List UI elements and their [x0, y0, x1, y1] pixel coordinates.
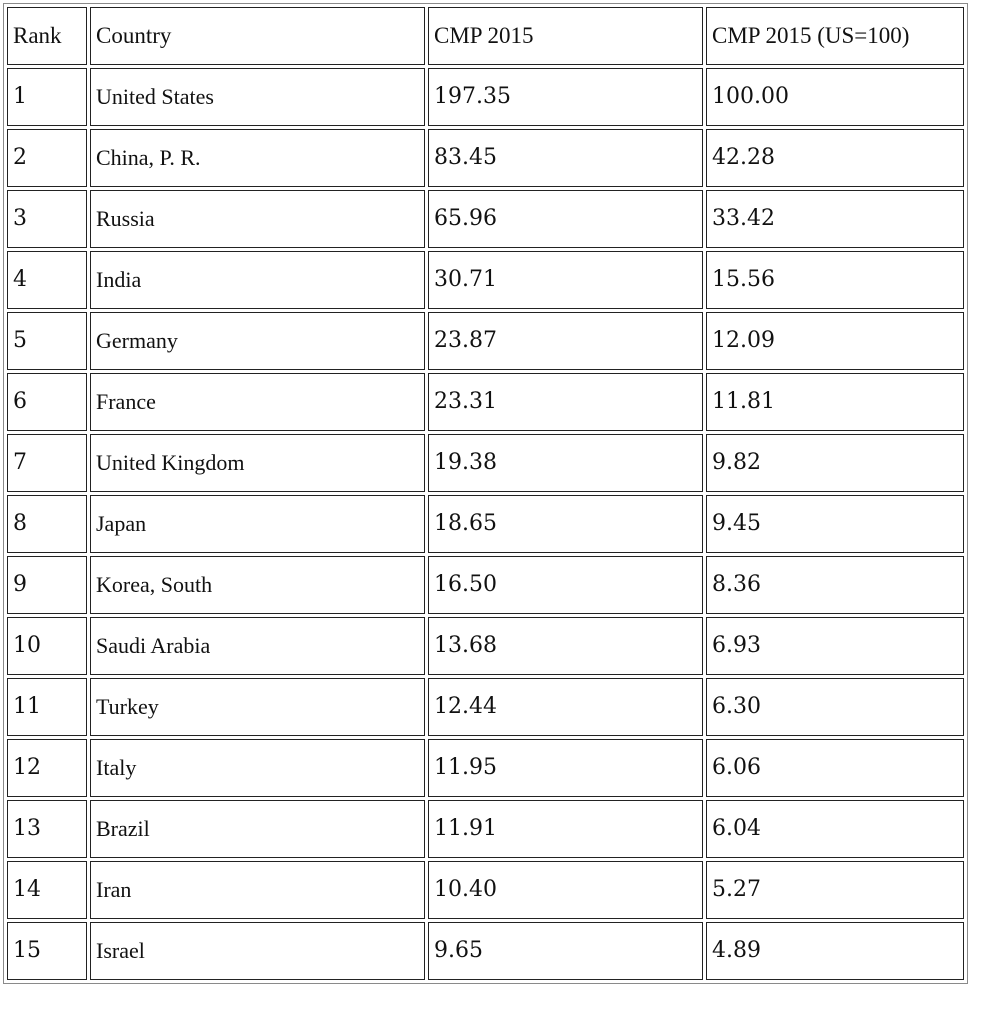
- rank-cell: 5: [7, 312, 87, 370]
- country-cell: Italy: [90, 739, 425, 797]
- country-cell: Turkey: [90, 678, 425, 736]
- country-cell: United States: [90, 68, 425, 126]
- cmp-2015-us-100-cell: 6.30: [706, 678, 964, 736]
- table-row: [7, 312, 964, 370]
- country-cell: Saudi Arabia: [90, 617, 425, 675]
- cmp-2015-us-100-cell: 4.89: [706, 922, 964, 980]
- cmp-2015-cell: 10.40: [428, 861, 703, 919]
- rank-cell: 13: [7, 800, 87, 858]
- table-row: [7, 434, 964, 492]
- country-cell: Russia: [90, 190, 425, 248]
- cmp-2015-cell: 30.71: [428, 251, 703, 309]
- cmp-2015-us-100-cell: 42.28: [706, 129, 964, 187]
- table-row: [7, 861, 964, 919]
- table-header: [7, 7, 964, 65]
- cmp-2015-cell: 13.68: [428, 617, 703, 675]
- country-cell: China, P. R.: [90, 129, 425, 187]
- cmp-2015-cell: 11.95: [428, 739, 703, 797]
- rank-cell: 11: [7, 678, 87, 736]
- rank-cell: 6: [7, 373, 87, 431]
- country-cell: Israel: [90, 922, 425, 980]
- rank-cell: 1: [7, 68, 87, 126]
- rank-cell: 2: [7, 129, 87, 187]
- table-row: [7, 556, 964, 614]
- table-row: [7, 617, 964, 675]
- cmp-2015-us-100-cell: 6.04: [706, 800, 964, 858]
- cmp-2015-us-100-cell: 33.42: [706, 190, 964, 248]
- header-cmp-2015-us-100: CMP 2015 (US=100): [706, 7, 964, 65]
- cmp-2015-us-100-cell: 6.06: [706, 739, 964, 797]
- table-row: [7, 190, 964, 248]
- cmp-2015-cell: 23.31: [428, 373, 703, 431]
- table-row: [7, 678, 964, 736]
- header-cmp-2015: CMP 2015: [428, 7, 703, 65]
- cmp-2015-cell: 19.38: [428, 434, 703, 492]
- rank-cell: 7: [7, 434, 87, 492]
- cmp-2015-us-100-cell: 9.82: [706, 434, 964, 492]
- cmp-2015-cell: 9.65: [428, 922, 703, 980]
- country-cell: India: [90, 251, 425, 309]
- rank-cell: 10: [7, 617, 87, 675]
- cmp-2015-us-100-cell: 9.45: [706, 495, 964, 553]
- table-row: [7, 739, 964, 797]
- table-row: [7, 251, 964, 309]
- rank-cell: 15: [7, 922, 87, 980]
- cmp-2015-us-100-cell: 15.56: [706, 251, 964, 309]
- cmp-2015-cell: 18.65: [428, 495, 703, 553]
- cmp-2015-cell: 11.91: [428, 800, 703, 858]
- rank-cell: 4: [7, 251, 87, 309]
- cmp-2015-us-100-cell: 100.00: [706, 68, 964, 126]
- country-cell: Korea, South: [90, 556, 425, 614]
- table-row: [7, 800, 964, 858]
- country-cell: Brazil: [90, 800, 425, 858]
- country-cell: Germany: [90, 312, 425, 370]
- cmp-2015-cell: 197.35: [428, 68, 703, 126]
- table-row: [7, 129, 964, 187]
- rank-cell: 14: [7, 861, 87, 919]
- cmp-2015-us-100-cell: 12.09: [706, 312, 964, 370]
- rank-cell: 9: [7, 556, 87, 614]
- cmp-2015-us-100-cell: 11.81: [706, 373, 964, 431]
- header-rank: Rank: [7, 7, 87, 65]
- cmp-2015-cell: 83.45: [428, 129, 703, 187]
- cmp-2015-cell: 65.96: [428, 190, 703, 248]
- rank-cell: 12: [7, 739, 87, 797]
- country-cell: United Kingdom: [90, 434, 425, 492]
- header-row: [7, 7, 964, 65]
- header-country: Country: [90, 7, 425, 65]
- country-cell: France: [90, 373, 425, 431]
- cmp-ranking-table: [3, 3, 968, 984]
- table-row: [7, 922, 964, 980]
- country-cell: Japan: [90, 495, 425, 553]
- cmp-2015-us-100-cell: 6.93: [706, 617, 964, 675]
- cmp-2015-us-100-cell: 5.27: [706, 861, 964, 919]
- table-body: [7, 68, 964, 980]
- cmp-2015-cell: 16.50: [428, 556, 703, 614]
- country-cell: Iran: [90, 861, 425, 919]
- rank-cell: 3: [7, 190, 87, 248]
- table-row: [7, 495, 964, 553]
- cmp-2015-us-100-cell: 8.36: [706, 556, 964, 614]
- cmp-2015-cell: 23.87: [428, 312, 703, 370]
- table-row: [7, 373, 964, 431]
- cmp-2015-cell: 12.44: [428, 678, 703, 736]
- rank-cell: 8: [7, 495, 87, 553]
- table-row: [7, 68, 964, 126]
